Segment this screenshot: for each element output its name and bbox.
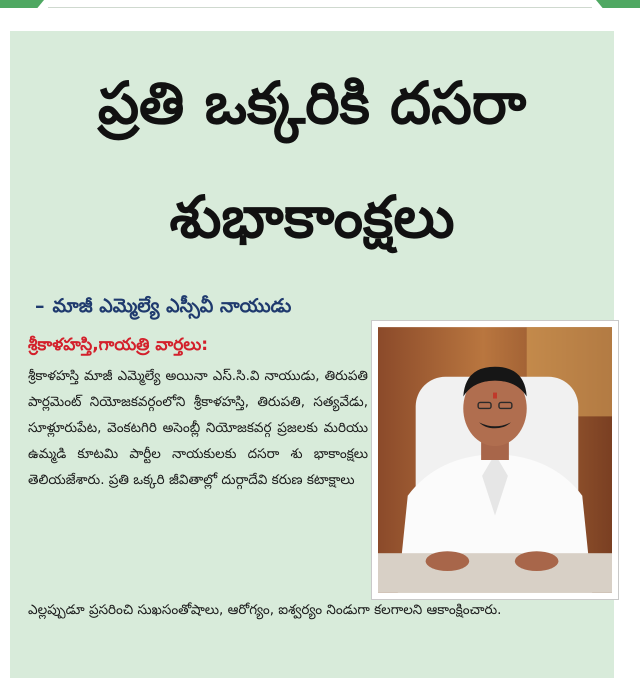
headline-line-2: శుభాకాంక్షలు (169, 183, 455, 251)
article-paragraph-tail: ఎల్లప్పుడూ ప్రసరించి సుఖసంతోషాలు, ఆరోగ్యం, ఐశ్వర్యం నిండుగా కలగాలని ఆకాంక్షించారు. (28, 602, 502, 618)
article-body (28, 363, 368, 493)
top-bar-accent-right (596, 0, 640, 8)
top-bar (0, 0, 640, 10)
person-photo (371, 320, 619, 600)
article-body-continued (28, 597, 614, 623)
byline-dash: – (35, 295, 45, 317)
byline-text: మాజీ ఎమ్మెల్యే ఎస్సీవీ నాయుడు (52, 295, 292, 317)
portrait-image (378, 327, 612, 593)
byline (35, 295, 291, 322)
article-paragraph: శ్రీకాళహస్తి మాజీ ఎమ్మెల్యే అయినా ఎస్.సి.వి నాయుడు, తిరుపతి పార్లమెంట్ నియోజకవర్గంలోని శ్రీకాళహస్తి, తిరుపతి, సత్యవేడు, సూళ్లూరుపేట, వెంకటగిరి అసెంబ్లీ నియోజకవర్గ ప్రజలకు మరియు ఉమ్మడి కూటమి పార్టీల నాయకులకు దసరా శు భాకాంక్షలు తెలియజేశారు. ప్రతి ఒక్కరి జీవితాల్లో దుర్గాదేవి కరుణ కటాక్షాలు (28, 368, 368, 488)
top-divider (48, 7, 592, 8)
dateline: శ్రీకాళహస్తి,గాయత్రి వార్తలు: (28, 335, 209, 355)
headline-line-1: ప్రతి ఒక్కరికి దసరా (97, 69, 527, 137)
top-bar-accent-left (0, 0, 44, 8)
article-panel (10, 31, 614, 678)
